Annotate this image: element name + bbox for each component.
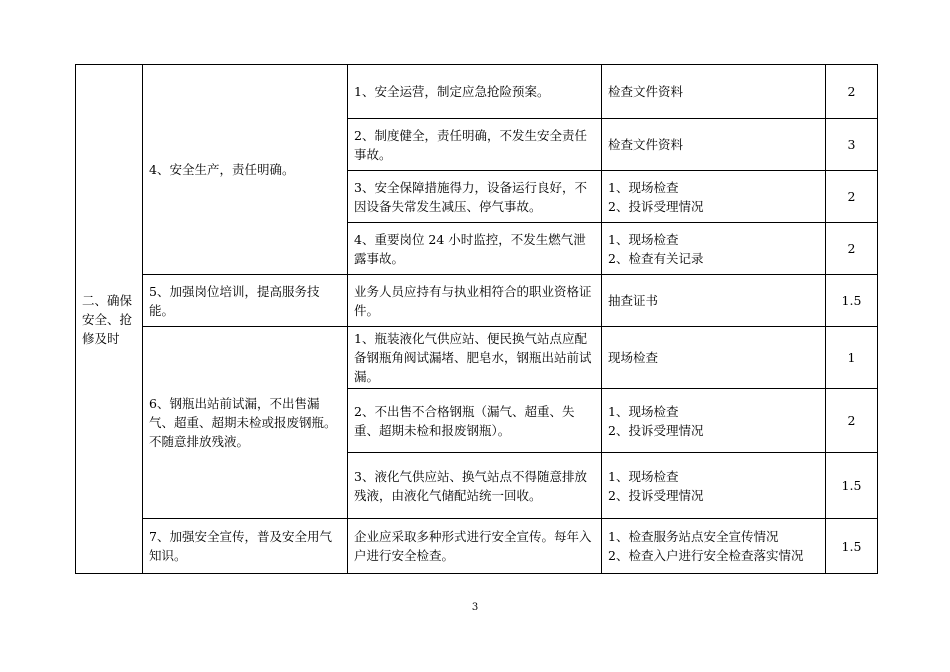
content-cell: 4、重要岗位 24 小时监控，不发生燃气泄露事故。 bbox=[348, 223, 602, 275]
score-cell: 3 bbox=[826, 119, 878, 171]
table-row bbox=[76, 327, 878, 389]
method-cell: 抽查证书 bbox=[602, 275, 826, 327]
item-cell: 4、安全生产，责任明确。 bbox=[143, 65, 348, 275]
score-cell: 1.5 bbox=[826, 275, 878, 327]
table-row bbox=[76, 65, 878, 119]
content-cell: 2、制度健全，责任明确，不发生安全责任事故。 bbox=[348, 119, 602, 171]
item-cell: 6、钢瓶出站前试漏，不出售漏气、超重、超期未检或报废钢瓶。不随意排放残液。 bbox=[143, 327, 348, 519]
item-cell: 7、加强安全宣传，普及安全用气知识。 bbox=[143, 519, 348, 574]
content-cell: 2、不出售不合格钢瓶（漏气、超重、失重、超期未检和报废钢瓶）。 bbox=[348, 389, 602, 453]
content-cell: 1、瓶装液化气供应站、便民换气站点应配备钢瓶角阀试漏堵、肥皂水，钢瓶出站前试漏。 bbox=[348, 327, 602, 389]
content-cell: 企业应采取多种形式进行安全宣传。每年入户进行安全检查。 bbox=[348, 519, 602, 574]
category-cell: 二、确保安全、抢修及时 bbox=[76, 65, 143, 574]
score-cell: 2 bbox=[826, 171, 878, 223]
method-cell: 检查文件资料 bbox=[602, 65, 826, 119]
evaluation-table bbox=[75, 64, 878, 574]
score-cell: 1 bbox=[826, 327, 878, 389]
method-cell: 1、现场检查 2、投诉受理情况 bbox=[602, 171, 826, 223]
method-cell: 检查文件资料 bbox=[602, 119, 826, 171]
content-cell: 业务人员应持有与执业相符合的职业资格证件。 bbox=[348, 275, 602, 327]
method-cell: 现场检查 bbox=[602, 327, 826, 389]
content-cell: 1、安全运营，制定应急抢险预案。 bbox=[348, 65, 602, 119]
method-cell: 1、现场检查 2、检查有关记录 bbox=[602, 223, 826, 275]
method-cell: 1、现场检查 2、投诉受理情况 bbox=[602, 453, 826, 519]
score-cell: 1.5 bbox=[826, 519, 878, 574]
method-cell: 1、现场检查 2、投诉受理情况 bbox=[602, 389, 826, 453]
score-cell: 1.5 bbox=[826, 453, 878, 519]
content-cell: 3、安全保障措施得力，设备运行良好，不因设备失常发生减压、停气事故。 bbox=[348, 171, 602, 223]
score-cell: 2 bbox=[826, 223, 878, 275]
table-row bbox=[76, 275, 878, 327]
page-number: 3 bbox=[471, 602, 479, 613]
score-cell: 2 bbox=[826, 65, 878, 119]
method-cell: 1、检查服务站点安全宣传情况 2、检查入户进行安全检查落实情况 bbox=[602, 519, 826, 574]
table-row bbox=[76, 519, 878, 574]
score-cell: 2 bbox=[826, 389, 878, 453]
item-cell: 5、加强岗位培训，提高服务技能。 bbox=[143, 275, 348, 327]
content-cell: 3、液化气供应站、换气站点不得随意排放残液，由液化气储配站统一回收。 bbox=[348, 453, 602, 519]
